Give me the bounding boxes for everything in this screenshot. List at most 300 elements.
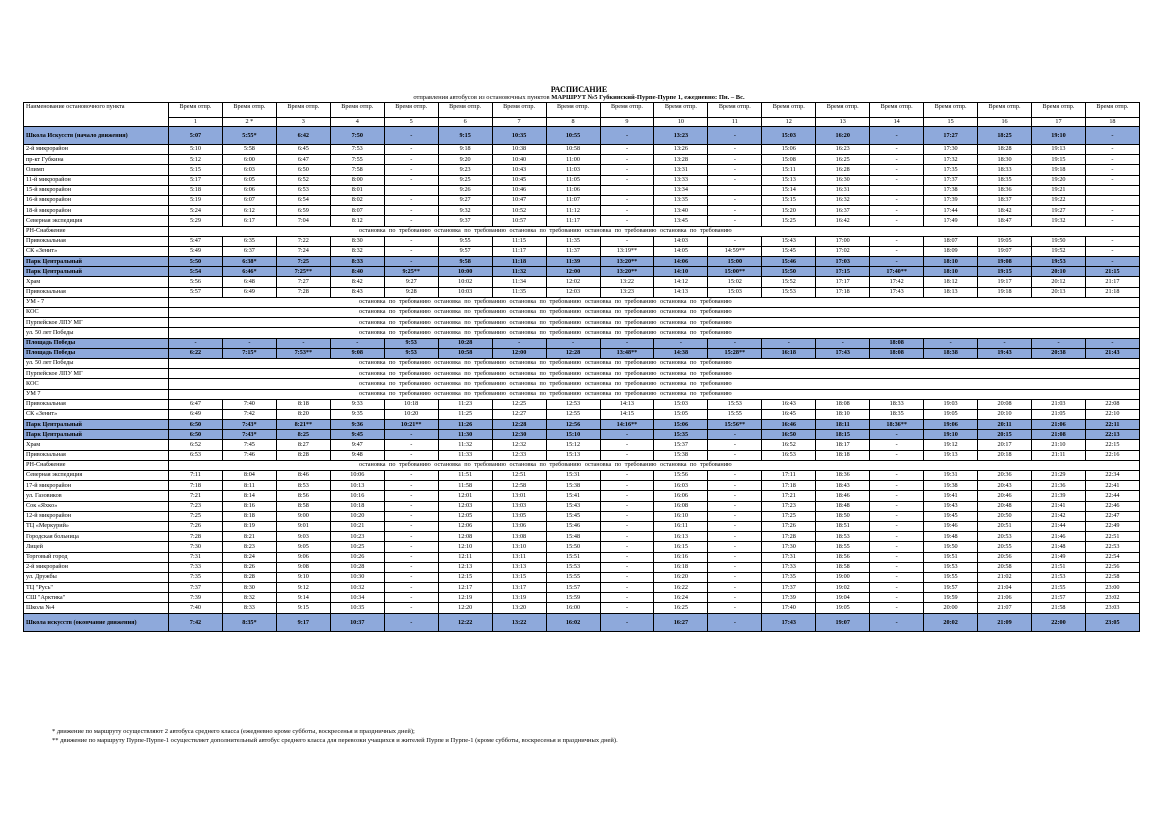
- departure-time: 21:08: [1032, 430, 1086, 440]
- departure-time: 11:23: [438, 399, 492, 409]
- departure-time: -: [870, 450, 924, 460]
- header-col-5: Время отпр.: [384, 103, 438, 118]
- departure-time: 7:26: [169, 521, 223, 531]
- departure-time: 9:03: [276, 532, 330, 542]
- departure-time: 17:49: [924, 216, 978, 226]
- departure-time: 19:43: [924, 501, 978, 511]
- departure-time: 11:25: [438, 409, 492, 419]
- departure-time: 16:31: [816, 185, 870, 195]
- departure-time: 9:14: [276, 593, 330, 603]
- header-col-11: Время отпр.: [708, 103, 762, 118]
- departure-time: 12:11: [438, 552, 492, 562]
- departure-time: 13:26: [654, 145, 708, 155]
- departure-time: 12:17: [438, 583, 492, 593]
- stop-name: УМ 7: [24, 389, 169, 399]
- departure-time: 16:45: [762, 409, 816, 419]
- departure-time: 20:46: [978, 491, 1032, 501]
- departure-time: -: [708, 430, 762, 440]
- departure-time: 8:56: [276, 491, 330, 501]
- table-row: [24, 185, 1140, 195]
- departure-time: -: [870, 593, 924, 603]
- departure-time: 19:38: [924, 481, 978, 491]
- departure-time: 18:35: [978, 175, 1032, 185]
- departure-time: 5:57: [169, 287, 223, 297]
- departure-time: -: [384, 195, 438, 205]
- departure-time: 16:52: [762, 440, 816, 450]
- departure-time: 15:46: [546, 521, 600, 531]
- header-col-8: Время отпр.: [546, 103, 600, 118]
- table-row: [24, 491, 1140, 501]
- table-row: [24, 542, 1140, 552]
- departure-time: 11:37: [546, 246, 600, 256]
- subtitle-prefix: отправления автобусов из остановочных пунктов: [413, 94, 550, 101]
- departure-time: 18:36**: [870, 420, 924, 430]
- departure-time: -: [870, 583, 924, 593]
- departure-time: 19:45: [924, 511, 978, 521]
- departure-time: 17:44: [924, 206, 978, 216]
- departure-time: 19:06: [924, 420, 978, 430]
- departure-time: 8:28: [276, 450, 330, 460]
- departure-time: 19:15: [1032, 155, 1086, 165]
- departure-time: 6:03: [222, 165, 276, 175]
- departure-time: 10:58: [546, 145, 600, 155]
- footnotes: [52, 728, 618, 745]
- departure-time: 22:54: [1085, 552, 1139, 562]
- on-request-row: [24, 369, 1140, 379]
- departure-time: 10:26: [330, 552, 384, 562]
- departure-time: -: [384, 511, 438, 521]
- departure-time: 13:28: [654, 155, 708, 165]
- departure-time: 8:58: [276, 501, 330, 511]
- departure-time: 19:13: [924, 450, 978, 460]
- departure-time: 10:40: [492, 155, 546, 165]
- stop-name: 18-й микрорайон: [24, 206, 169, 216]
- departure-time: -: [1085, 165, 1139, 175]
- highlight-row: [24, 420, 1140, 430]
- departure-time: 15:08: [762, 155, 816, 165]
- departure-time: -: [384, 603, 438, 613]
- departure-time: 8:23: [222, 542, 276, 552]
- departure-time: 12:55: [546, 409, 600, 419]
- departure-time: 7:04: [276, 216, 330, 226]
- departure-time: -: [600, 562, 654, 572]
- departure-time: 16:46: [762, 420, 816, 430]
- departure-time: 18:43: [816, 481, 870, 491]
- departure-time: -: [978, 338, 1032, 348]
- departure-time: 15:14: [762, 185, 816, 195]
- departure-time: 16:18: [654, 562, 708, 572]
- departure-time: 21:57: [1032, 593, 1086, 603]
- departure-time: 18:48: [816, 501, 870, 511]
- departure-time: 9:48: [330, 450, 384, 460]
- stop-name: Храм: [24, 277, 169, 287]
- departure-time: 15:53: [762, 287, 816, 297]
- departure-time: 11:18: [492, 257, 546, 267]
- departure-time: 11:12: [546, 206, 600, 216]
- departure-time: 16:25: [816, 155, 870, 165]
- departure-time: 18:36: [816, 471, 870, 481]
- column-number: 3: [276, 118, 330, 127]
- departure-time: 17:27: [924, 127, 978, 145]
- departure-time: 16:24: [654, 593, 708, 603]
- departure-time: 17:43: [762, 613, 816, 631]
- departure-time: 7:58: [330, 165, 384, 175]
- departure-time: 12:20: [438, 603, 492, 613]
- departure-time: 16:00: [546, 603, 600, 613]
- departure-time: 21:53: [1032, 572, 1086, 582]
- departure-time: -: [708, 236, 762, 246]
- departure-time: 12:27: [492, 409, 546, 419]
- departure-time: -: [600, 481, 654, 491]
- departure-time: 18:53: [816, 532, 870, 542]
- departure-time: 21:55: [1032, 583, 1086, 593]
- departure-time: 21:42: [1032, 511, 1086, 521]
- departure-time: 7:39: [169, 593, 223, 603]
- header-col-13: Время отпр.: [816, 103, 870, 118]
- departure-time: 5:54: [169, 267, 223, 277]
- departure-time: 14:16**: [600, 420, 654, 430]
- departure-time: 8:26: [222, 562, 276, 572]
- departure-time: 12:28: [546, 348, 600, 358]
- departure-time: 12:19: [438, 593, 492, 603]
- stop-name: Школа искусств (окончание движения): [24, 613, 169, 631]
- departure-time: 15:03: [762, 127, 816, 145]
- departure-time: 10:28: [438, 338, 492, 348]
- departure-time: 18:10: [816, 409, 870, 419]
- departure-time: 5:29: [169, 216, 223, 226]
- departure-time: 20:13: [1032, 287, 1086, 297]
- departure-time: 12:15: [438, 572, 492, 582]
- on-request-note: остановка по требованию остановка по требованию остановка по требованию остановка по требованию остановка по требованию: [169, 318, 1140, 328]
- departure-time: 16:27: [654, 613, 708, 631]
- departure-time: 20:18: [978, 450, 1032, 460]
- departure-time: 19:18: [978, 287, 1032, 297]
- table-row: [24, 511, 1140, 521]
- departure-time: 20:38: [1032, 348, 1086, 358]
- departure-time: 5:17: [169, 175, 223, 185]
- departure-time: 18:25: [978, 127, 1032, 145]
- departure-time: 9:10: [276, 572, 330, 582]
- departure-time: -: [708, 603, 762, 613]
- departure-time: 15:59: [546, 593, 600, 603]
- departure-time: 6:48: [222, 277, 276, 287]
- departure-time: 13:03: [492, 501, 546, 511]
- departure-time: 19:18: [1032, 165, 1086, 175]
- table-row: [24, 450, 1140, 460]
- departure-time: -: [708, 175, 762, 185]
- stop-name: Школа Искусств (начало движения): [24, 127, 169, 145]
- stop-name: Пурпейское ЛПУ МГ: [24, 369, 169, 379]
- departure-time: 9:17: [276, 613, 330, 631]
- departure-time: -: [384, 562, 438, 572]
- departure-time: 8:53: [276, 481, 330, 491]
- on-request-row: [24, 318, 1140, 328]
- departure-time: 19:07: [978, 246, 1032, 256]
- table-row: [24, 206, 1140, 216]
- departure-time: 8:46: [276, 471, 330, 481]
- departure-time: 22:13: [1085, 430, 1139, 440]
- departure-time: 6:05: [222, 175, 276, 185]
- departure-time: -: [816, 338, 870, 348]
- departure-time: 15:55: [708, 409, 762, 419]
- departure-time: 6:42: [276, 127, 330, 145]
- departure-time: -: [384, 175, 438, 185]
- departure-time: 10:25: [330, 542, 384, 552]
- departure-time: 18:18: [816, 450, 870, 460]
- departure-time: 20:56: [978, 552, 1032, 562]
- departure-time: 10:18: [384, 399, 438, 409]
- stop-name: Школа №4: [24, 603, 169, 613]
- stop-name: Парк Центральный: [24, 430, 169, 440]
- departure-time: 8:02: [330, 195, 384, 205]
- departure-time: -: [870, 236, 924, 246]
- departure-time: -: [600, 206, 654, 216]
- departure-time: -: [600, 175, 654, 185]
- departure-time: 11:03: [546, 165, 600, 175]
- departure-time: 18:07: [924, 236, 978, 246]
- departure-time: 7:50: [330, 127, 384, 145]
- departure-time: 6:47: [276, 155, 330, 165]
- departure-time: 6:50: [276, 165, 330, 175]
- departure-time: 9:35: [330, 409, 384, 419]
- departure-time: 9:12: [276, 583, 330, 593]
- departure-time: 8:33: [222, 603, 276, 613]
- departure-time: -: [384, 257, 438, 267]
- departure-time: 17:33: [762, 562, 816, 572]
- on-request-row: [24, 226, 1140, 236]
- departure-time: 18:13: [924, 287, 978, 297]
- table-row: [24, 409, 1140, 419]
- departure-time: 12:58: [492, 481, 546, 491]
- departure-time: -: [1085, 145, 1139, 155]
- departure-time: 9:55: [438, 236, 492, 246]
- departure-time: 8:12: [330, 216, 384, 226]
- departure-time: 15:37: [654, 440, 708, 450]
- stop-name: Привокзальная: [24, 236, 169, 246]
- departure-time: 12:33: [492, 450, 546, 460]
- departure-time: 5:49: [169, 246, 223, 256]
- departure-time: 20:17: [978, 440, 1032, 450]
- departure-time: 21:05: [1032, 409, 1086, 419]
- departure-time: -: [870, 430, 924, 440]
- departure-time: 8:33: [330, 257, 384, 267]
- departure-time: 9:37: [438, 216, 492, 226]
- departure-time: 19:57: [924, 583, 978, 593]
- departure-time: 17:31: [762, 552, 816, 562]
- departure-time: -: [708, 206, 762, 216]
- departure-time: 14:13: [600, 399, 654, 409]
- departure-time: 13:13: [492, 562, 546, 572]
- on-request-row: [24, 328, 1140, 338]
- departure-time: 6:47: [169, 399, 223, 409]
- departure-time: 12:01: [438, 491, 492, 501]
- departure-time: 6:59: [276, 206, 330, 216]
- departure-time: 10:28: [330, 562, 384, 572]
- departure-time: -: [600, 127, 654, 145]
- departure-time: -: [870, 440, 924, 450]
- on-request-note: остановка по требованию остановка по требованию остановка по требованию остановка по требованию остановка по требованию: [169, 369, 1140, 379]
- departure-time: 9:18: [438, 145, 492, 155]
- departure-time: 17:35: [762, 572, 816, 582]
- departure-time: 17:42: [870, 277, 924, 287]
- header-col-17: Время отпр.: [1032, 103, 1086, 118]
- departure-time: 17:23: [762, 501, 816, 511]
- departure-time: -: [762, 338, 816, 348]
- departure-time: 10:20: [384, 409, 438, 419]
- departure-time: 13:19: [492, 593, 546, 603]
- departure-time: 13:48**: [600, 348, 654, 358]
- departure-time: 8:35*: [222, 613, 276, 631]
- departure-time: 10:20: [330, 511, 384, 521]
- departure-time: 8:40: [330, 267, 384, 277]
- departure-time: 12:32: [492, 440, 546, 450]
- departure-time: 17:11: [762, 471, 816, 481]
- departure-time: 9:27: [438, 195, 492, 205]
- departure-time: 7:40: [222, 399, 276, 409]
- departure-time: 19:20: [1032, 175, 1086, 185]
- stop-name: 2-й микрорайон: [24, 145, 169, 155]
- departure-time: -: [708, 562, 762, 572]
- departure-time: 15:03: [708, 287, 762, 297]
- departure-time: 18:50: [816, 511, 870, 521]
- departure-time: 15:35: [654, 430, 708, 440]
- departure-time: 9:33: [330, 399, 384, 409]
- departure-time: 18:33: [978, 165, 1032, 175]
- departure-time: 21:51: [1032, 562, 1086, 572]
- departure-time: -: [1085, 236, 1139, 246]
- departure-time: 12:53: [546, 399, 600, 409]
- departure-time: 9:27: [384, 277, 438, 287]
- departure-time: 8:00: [330, 175, 384, 185]
- departure-time: 10:34: [330, 593, 384, 603]
- departure-time: 15:06: [654, 420, 708, 430]
- departure-time: 19:10: [1032, 127, 1086, 145]
- table-row: [24, 145, 1140, 155]
- departure-time: 6:22: [169, 348, 223, 358]
- stop-name: Площадь Победы: [24, 338, 169, 348]
- departure-time: 18:36: [978, 185, 1032, 195]
- header-col-16: Время отпр.: [978, 103, 1032, 118]
- departure-time: 10:45: [492, 175, 546, 185]
- departure-time: -: [600, 501, 654, 511]
- column-number: 2 *: [222, 118, 276, 127]
- stop-name: 17-й микрорайон: [24, 481, 169, 491]
- departure-time: 19:00: [816, 572, 870, 582]
- departure-time: 15:53: [708, 399, 762, 409]
- departure-time: 8:30: [330, 236, 384, 246]
- column-number: 13: [816, 118, 870, 127]
- departure-time: 12:13: [438, 562, 492, 572]
- departure-time: 10:37: [330, 613, 384, 631]
- departure-time: 12:10: [438, 542, 492, 552]
- departure-time: -: [600, 440, 654, 450]
- departure-time: 8:18: [276, 399, 330, 409]
- departure-time: 6:50: [169, 430, 223, 440]
- departure-time: 11:35: [492, 287, 546, 297]
- departure-time: 7:25**: [276, 267, 330, 277]
- highlight-row: [24, 267, 1140, 277]
- departure-time: 15:13: [762, 175, 816, 185]
- departure-time: 10:06: [330, 471, 384, 481]
- departure-time: 10:35: [330, 603, 384, 613]
- departure-time: 13:23: [654, 127, 708, 145]
- departure-time: 12:00: [492, 348, 546, 358]
- stop-name: 15-й микрорайон: [24, 185, 169, 195]
- departure-time: 7:21: [169, 491, 223, 501]
- departure-time: 6:00: [222, 155, 276, 165]
- departure-time: 6:53: [169, 450, 223, 460]
- departure-time: -: [384, 440, 438, 450]
- departure-time: -: [600, 542, 654, 552]
- departure-time: -: [870, 613, 924, 631]
- departure-time: -: [384, 471, 438, 481]
- departure-time: -: [708, 471, 762, 481]
- departure-time: 10:21**: [384, 420, 438, 430]
- departure-time: -: [870, 521, 924, 531]
- departure-time: 20:53: [978, 532, 1032, 542]
- departure-time: 19:07: [816, 613, 870, 631]
- departure-time: 20:08: [978, 399, 1032, 409]
- header-col-10: Время отпр.: [654, 103, 708, 118]
- departure-time: 17:02: [816, 246, 870, 256]
- departure-time: 19:43: [978, 348, 1032, 358]
- stop-name: Пурпейское ЛПУ МГ: [24, 318, 169, 328]
- header-col-9: Время отпр.: [600, 103, 654, 118]
- departure-time: -: [708, 450, 762, 460]
- departure-time: [708, 185, 762, 195]
- departure-time: 15:20: [762, 206, 816, 216]
- departure-time: 7:31: [169, 552, 223, 562]
- stop-name: Парк Центральный: [24, 257, 169, 267]
- stop-name: ул. 50 лет Победы: [24, 358, 169, 368]
- departure-time: 14:06: [654, 257, 708, 267]
- departure-time: 21:58: [1032, 603, 1086, 613]
- departure-time: -: [870, 206, 924, 216]
- departure-time: 15:31: [546, 471, 600, 481]
- departure-time: 21:39: [1032, 491, 1086, 501]
- departure-time: 17:18: [816, 287, 870, 297]
- departure-time: 22:10: [1085, 409, 1139, 419]
- departure-time: 21:36: [1032, 481, 1086, 491]
- departure-time: -: [708, 572, 762, 582]
- departure-time: 21:10: [1032, 440, 1086, 450]
- departure-time: 21:09: [978, 613, 1032, 631]
- departure-time: 13:22: [600, 277, 654, 287]
- column-number: 14: [870, 118, 924, 127]
- departure-time: 7:43*: [222, 430, 276, 440]
- departure-time: 6:12: [222, 206, 276, 216]
- departure-time: 20:36: [978, 471, 1032, 481]
- departure-time: 19:48: [924, 532, 978, 542]
- departure-time: 16:16: [654, 552, 708, 562]
- departure-time: 17:00: [816, 236, 870, 246]
- departure-time: 10:58: [438, 348, 492, 358]
- departure-time: 13:20: [492, 603, 546, 613]
- departure-time: -: [600, 195, 654, 205]
- departure-time: 16:23: [816, 145, 870, 155]
- departure-time: 8:21: [222, 532, 276, 542]
- departure-time: 7:53**: [276, 348, 330, 358]
- on-request-row: [24, 389, 1140, 399]
- table-row: [24, 603, 1140, 613]
- departure-time: 23:00: [1085, 583, 1139, 593]
- departure-time: -: [600, 532, 654, 542]
- departure-time: 20:00: [924, 603, 978, 613]
- departure-time: -: [708, 552, 762, 562]
- departure-time: 10:02: [438, 277, 492, 287]
- on-request-note: остановка по требованию остановка по требованию остановка по требованию остановка по требованию остановка по требованию: [169, 308, 1140, 318]
- header-row: [24, 103, 1140, 118]
